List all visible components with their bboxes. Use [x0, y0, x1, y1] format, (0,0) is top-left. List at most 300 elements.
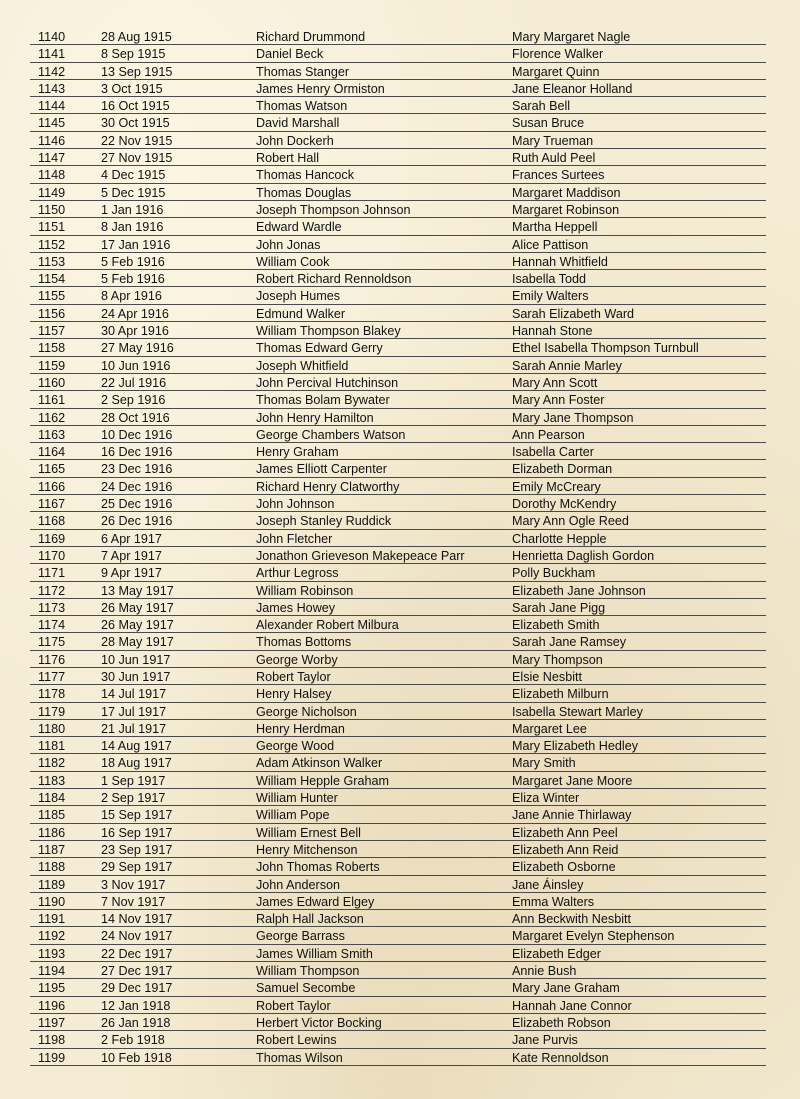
table-row: [30, 547, 766, 564]
bride-name: Elizabeth Ann Peel: [512, 825, 618, 840]
table-row: [30, 287, 766, 304]
entry-number: 1191: [38, 912, 66, 927]
table-row: [30, 114, 766, 131]
groom-name: Henry Graham: [256, 445, 339, 460]
bride-name: Mary Ann Foster: [512, 393, 605, 408]
groom-name: David Marshall: [256, 116, 340, 131]
marriage-date: 23 Sep 1917: [101, 842, 173, 857]
entry-number: 1175: [38, 635, 66, 650]
bride-name: Annie Bush: [512, 964, 577, 979]
table-row: [30, 910, 766, 927]
marriage-date: 16 Oct 1915: [101, 99, 170, 114]
marriage-date: 16 Dec 1916: [101, 445, 173, 460]
table-row: [30, 374, 766, 391]
bride-name: Jane Annie Thirlaway: [512, 808, 632, 823]
marriage-date: 6 Apr 1917: [101, 531, 162, 546]
marriage-date: 13 Sep 1915: [101, 64, 173, 79]
marriage-date: 5 Feb 1916: [101, 272, 165, 287]
groom-name: Thomas Edward Gerry: [256, 341, 383, 356]
table-row: [30, 530, 766, 547]
marriage-date: 5 Feb 1916: [101, 254, 165, 269]
bride-name: Elizabeth Osborne: [512, 860, 616, 875]
entry-number: 1168: [38, 514, 66, 529]
table-row: [30, 443, 766, 460]
bride-name: Margaret Robinson: [512, 202, 620, 217]
marriage-date: 13 May 1917: [101, 583, 174, 598]
table-row: [30, 270, 766, 287]
bride-name: Martha Heppell: [512, 220, 598, 235]
bride-name: Jane Eleanor Holland: [512, 81, 633, 96]
marriage-date: 2 Sep 1917: [101, 791, 166, 806]
table-row: [30, 806, 766, 823]
table-row: [30, 495, 766, 512]
marriage-date: 7 Nov 1917: [101, 894, 166, 909]
marriage-date: 1 Sep 1917: [101, 773, 166, 788]
entry-number: 1151: [38, 220, 66, 235]
entry-number: 1174: [38, 618, 66, 633]
entry-number: 1180: [38, 721, 66, 736]
entry-number: 1188: [38, 860, 66, 875]
table-row: [30, 132, 766, 149]
bride-name: Kate Rennoldson: [512, 1050, 609, 1065]
marriage-date: 29 Dec 1917: [101, 981, 173, 996]
marriage-date: 9 Apr 1917: [101, 566, 162, 581]
entry-number: 1155: [38, 289, 66, 304]
groom-name: James Elliott Carpenter: [256, 462, 387, 477]
table-row: [30, 927, 766, 944]
bride-name: Mary Thompson: [512, 652, 603, 667]
groom-name: James Henry Ormiston: [256, 81, 385, 96]
table-row: [30, 633, 766, 650]
marriage-date: 10 Feb 1918: [101, 1050, 172, 1065]
marriage-date: 2 Feb 1918: [101, 1033, 165, 1048]
entry-number: 1160: [38, 375, 66, 390]
table-row: [30, 876, 766, 893]
groom-name: Thomas Bolam Bywater: [256, 393, 390, 408]
groom-name: James Edward Elgey: [256, 894, 375, 909]
entry-number: 1165: [38, 462, 66, 477]
groom-name: Robert Lewins: [256, 1033, 337, 1048]
table-row: [30, 858, 766, 875]
bride-name: Ethel Isabella Thompson Turnbull: [512, 341, 699, 356]
groom-name: Herbert Victor Bocking: [256, 1015, 382, 1030]
entry-number: 1177: [38, 669, 66, 684]
groom-name: Adam Atkinson Walker: [256, 756, 383, 771]
table-row: [30, 754, 766, 771]
entry-number: 1161: [38, 393, 66, 408]
marriage-date: 17 Jan 1916: [101, 237, 171, 252]
groom-name: Robert Richard Rennoldson: [256, 272, 412, 287]
groom-name: William Pope: [256, 808, 330, 823]
entry-number: 1197: [38, 1015, 66, 1030]
bride-name: Emily McCreary: [512, 479, 601, 494]
marriage-date: 28 Aug 1915: [101, 30, 172, 44]
entry-number: 1146: [38, 133, 66, 148]
groom-name: Richard Drummond: [256, 30, 366, 44]
groom-name: Henry Herdman: [256, 721, 345, 736]
groom-name: Henry Mitchenson: [256, 842, 358, 857]
bride-name: Ann Beckwith Nesbitt: [512, 912, 631, 927]
table-row: [30, 409, 766, 426]
entry-number: 1185: [38, 808, 66, 823]
entry-number: 1157: [38, 324, 66, 339]
groom-name: Robert Hall: [256, 151, 319, 166]
bride-name: Elizabeth Jane Johnson: [512, 583, 646, 598]
entry-number: 1154: [38, 272, 66, 287]
bride-name: Polly Buckham: [512, 566, 596, 581]
groom-name: Joseph Humes: [256, 289, 340, 304]
marriage-date: 22 Dec 1917: [101, 946, 173, 961]
bride-name: Emily Walters: [512, 289, 589, 304]
groom-name: William Ernest Bell: [256, 825, 361, 840]
groom-name: Samuel Secombe: [256, 981, 356, 996]
table-row: [30, 201, 766, 218]
bride-name: Florence Walker: [512, 47, 604, 62]
marriage-date: 22 Jul 1916: [101, 375, 167, 390]
marriage-date: 23 Dec 1916: [101, 462, 173, 477]
bride-name: Elizabeth Dorman: [512, 462, 613, 477]
groom-name: George Barrass: [256, 929, 345, 944]
table-row: [30, 1049, 766, 1066]
groom-name: Joseph Thompson Johnson: [256, 202, 411, 217]
bride-name: Isabella Todd: [512, 272, 586, 287]
table-row: [30, 720, 766, 737]
entry-number: 1182: [38, 756, 66, 771]
entry-number: 1194: [38, 964, 66, 979]
marriage-date: 30 Jun 1917: [101, 669, 171, 684]
entry-number: 1199: [38, 1050, 66, 1065]
table-row: [30, 685, 766, 702]
bride-name: Hannah Jane Connor: [512, 998, 632, 1013]
groom-name: John Henry Hamilton: [256, 410, 374, 425]
marriage-date: 14 Aug 1917: [101, 739, 172, 754]
entry-number: 1171: [38, 566, 66, 581]
groom-name: George Wood: [256, 739, 335, 754]
table-row: [30, 391, 766, 408]
table-row: [30, 824, 766, 841]
bride-name: Sarah Elizabeth Ward: [512, 306, 635, 321]
marriage-date: 28 Oct 1916: [101, 410, 170, 425]
bride-name: Mary Elizabeth Hedley: [512, 739, 638, 754]
bride-name: Elsie Nesbitt: [512, 669, 582, 684]
marriage-date: 8 Apr 1916: [101, 289, 162, 304]
bride-name: Margaret Maddison: [512, 185, 621, 200]
groom-name: William Robinson: [256, 583, 354, 598]
entry-number: 1153: [38, 254, 66, 269]
table-row: [30, 651, 766, 668]
groom-name: William Hunter: [256, 791, 338, 806]
groom-name: John Thomas Roberts: [256, 860, 380, 875]
marriage-date: 1 Jan 1916: [101, 202, 164, 217]
entry-number: 1186: [38, 825, 66, 840]
groom-name: Daniel Beck: [256, 47, 324, 62]
table-row: [30, 149, 766, 166]
table-row: [30, 979, 766, 996]
entry-number: 1163: [38, 427, 66, 442]
bride-name: Susan Bruce: [512, 116, 585, 131]
marriage-date: 12 Jan 1918: [101, 998, 171, 1013]
entry-number: 1198: [38, 1033, 66, 1048]
table-row: [30, 322, 766, 339]
table-row: [30, 668, 766, 685]
groom-name: William Cook: [256, 254, 330, 269]
groom-name: Joseph Whitfield: [256, 358, 349, 373]
marriage-date: 5 Dec 1915: [101, 185, 166, 200]
table-row: [30, 789, 766, 806]
entry-number: 1170: [38, 548, 66, 563]
bride-name: Mary Smith: [512, 756, 576, 771]
table-row: [30, 184, 766, 201]
marriage-date: 15 Sep 1917: [101, 808, 173, 823]
bride-name: Elizabeth Ann Reid: [512, 842, 619, 857]
table-row: [30, 460, 766, 477]
bride-name: Margaret Lee: [512, 721, 587, 736]
bride-name: Sarah Annie Marley: [512, 358, 622, 373]
groom-name: Alexander Robert Milbura: [256, 618, 399, 633]
entry-number: 1195: [38, 981, 66, 996]
groom-name: Thomas Hancock: [256, 168, 354, 183]
entry-number: 1162: [38, 410, 66, 425]
marriage-date: 21 Jul 1917: [101, 721, 167, 736]
entry-number: 1169: [38, 531, 66, 546]
table-row: [30, 253, 766, 270]
table-row: [30, 80, 766, 97]
table-row: [30, 28, 766, 45]
groom-name: Ralph Hall Jackson: [256, 912, 364, 927]
entry-number: 1150: [38, 202, 66, 217]
entry-number: 1144: [38, 99, 66, 114]
bride-name: Elizabeth Smith: [512, 618, 600, 633]
marriage-date: 30 Oct 1915: [101, 116, 170, 131]
groom-name: Thomas Wilson: [256, 1050, 343, 1065]
entry-number: 1145: [38, 116, 66, 131]
entry-number: 1196: [38, 998, 66, 1013]
groom-name: Edmund Walker: [256, 306, 346, 321]
table-row: [30, 236, 766, 253]
table-row: [30, 945, 766, 962]
groom-name: William Thompson: [256, 964, 360, 979]
table-row: [30, 357, 766, 374]
groom-name: Richard Henry Clatworthy: [256, 479, 400, 494]
table-row: [30, 218, 766, 235]
groom-name: Jonathon Grieveson Makepeace Parr: [256, 548, 465, 563]
marriage-date: 8 Jan 1916: [101, 220, 164, 235]
groom-name: Thomas Bottoms: [256, 635, 352, 650]
bride-name: Frances Surtees: [512, 168, 605, 183]
bride-name: Elizabeth Milburn: [512, 687, 609, 702]
table-row: [30, 97, 766, 114]
groom-name: Thomas Douglas: [256, 185, 352, 200]
marriage-date: 24 Dec 1916: [101, 479, 173, 494]
table-row: [30, 582, 766, 599]
marriage-date: 18 Aug 1917: [101, 756, 172, 771]
bride-name: Mary Trueman: [512, 133, 594, 148]
marriage-date: 10 Dec 1916: [101, 427, 173, 442]
entry-number: 1148: [38, 168, 66, 183]
entry-number: 1183: [38, 773, 66, 788]
bride-name: Margaret Quinn: [512, 64, 600, 79]
marriage-date: 27 May 1916: [101, 341, 174, 356]
groom-name: Robert Taylor: [256, 998, 331, 1013]
groom-name: John Anderson: [256, 877, 341, 892]
entry-number: 1149: [38, 185, 66, 200]
marriage-date: 26 Dec 1916: [101, 514, 173, 529]
groom-name: Thomas Watson: [256, 99, 348, 114]
marriage-date: 16 Sep 1917: [101, 825, 173, 840]
bride-name: Ruth Auld Peel: [512, 151, 596, 166]
groom-name: Robert Taylor: [256, 669, 331, 684]
groom-name: Edward Wardle: [256, 220, 342, 235]
entry-number: 1158: [38, 341, 66, 356]
bride-name: Mary Jane Thompson: [512, 410, 634, 425]
bride-name: Sarah Jane Ramsey: [512, 635, 627, 650]
marriage-date: 4 Dec 1915: [101, 168, 166, 183]
entry-number: 1184: [38, 791, 66, 806]
entry-number: 1142: [38, 64, 66, 79]
marriage-date: 2 Sep 1916: [101, 393, 166, 408]
marriage-date: 10 Jun 1916: [101, 358, 171, 373]
entry-number: 1143: [38, 81, 66, 96]
bride-name: Jane Áinsley: [512, 877, 584, 892]
entry-number: 1192: [38, 929, 66, 944]
marriage-date: 14 Nov 1917: [101, 912, 173, 927]
table-row: [30, 564, 766, 581]
bride-name: Dorothy McKendry: [512, 497, 617, 512]
entry-number: 1147: [38, 151, 66, 166]
entry-number: 1140: [38, 30, 66, 44]
table-row: [30, 962, 766, 979]
marriage-date: 14 Jul 1917: [101, 687, 167, 702]
entry-number: 1164: [38, 445, 66, 460]
table-row: [30, 1031, 766, 1048]
table-row: [30, 339, 766, 356]
bride-name: Sarah Jane Pigg: [512, 600, 606, 615]
marriage-date: 30 Apr 1916: [101, 324, 169, 339]
marriage-date: 26 Jan 1918: [101, 1015, 171, 1030]
bride-name: Elizabeth Robson: [512, 1015, 611, 1030]
entry-number: 1159: [38, 358, 66, 373]
groom-name: John Dockerh: [256, 133, 334, 148]
bride-name: Ann Pearson: [512, 427, 585, 442]
groom-name: Joseph Stanley Ruddick: [256, 514, 392, 529]
bride-name: Mary Ann Scott: [512, 375, 598, 390]
marriage-date: 17 Jul 1917: [101, 704, 167, 719]
bride-name: Isabella Carter: [512, 445, 594, 460]
groom-name: Arthur Legross: [256, 566, 339, 581]
groom-name: William Thompson Blakey: [256, 324, 401, 339]
groom-name: James William Smith: [256, 946, 373, 961]
marriage-date: 3 Oct 1915: [101, 81, 163, 96]
entry-number: 1181: [38, 739, 66, 754]
marriage-date: 24 Nov 1917: [101, 929, 173, 944]
marriage-date: 25 Dec 1916: [101, 497, 173, 512]
marriage-date: 22 Nov 1915: [101, 133, 173, 148]
entry-number: 1172: [38, 583, 66, 598]
bride-name: Sarah Bell: [512, 99, 571, 114]
marriage-date: 27 Dec 1917: [101, 964, 173, 979]
marriage-date: 3 Nov 1917: [101, 877, 166, 892]
table-row: [30, 616, 766, 633]
table-row: [30, 599, 766, 616]
entry-number: 1190: [38, 894, 66, 909]
entry-number: 1187: [38, 842, 66, 857]
groom-name: John Percival Hutchinson: [256, 375, 399, 390]
entry-number: 1178: [38, 687, 66, 702]
groom-name: John Fletcher: [256, 531, 333, 546]
bride-name: Charlotte Hepple: [512, 531, 607, 546]
bride-name: Mary Margaret Nagle: [512, 30, 631, 44]
entry-number: 1166: [38, 479, 66, 494]
marriage-date: 27 Nov 1915: [101, 151, 173, 166]
bride-name: Isabella Stewart Marley: [512, 704, 643, 719]
marriage-date: 10 Jun 1917: [101, 652, 171, 667]
table-row: [30, 737, 766, 754]
groom-name: John Jonas: [256, 237, 321, 252]
marriage-date: 7 Apr 1917: [101, 548, 162, 563]
groom-name: Henry Halsey: [256, 687, 332, 702]
groom-name: George Chambers Watson: [256, 427, 406, 442]
bride-name: Eliza Winter: [512, 791, 580, 806]
table-row: [30, 1014, 766, 1031]
table-row: [30, 305, 766, 322]
entry-number: 1156: [38, 306, 66, 321]
bride-name: Margaret Jane Moore: [512, 773, 633, 788]
bride-name: Jane Purvis: [512, 1033, 578, 1048]
bride-name: Mary Jane Graham: [512, 981, 620, 996]
entry-number: 1173: [38, 600, 66, 615]
table-row: [30, 512, 766, 529]
marriage-date: 26 May 1917: [101, 618, 174, 633]
groom-name: William Hepple Graham: [256, 773, 389, 788]
table-row: [30, 893, 766, 910]
table-row: [30, 426, 766, 443]
table-row: [30, 703, 766, 720]
table-row: [30, 478, 766, 495]
entry-number: 1141: [38, 47, 66, 62]
table-row: [30, 997, 766, 1014]
entry-number: 1179: [38, 704, 66, 719]
entry-number: 1152: [38, 237, 66, 252]
bride-name: Emma Walters: [512, 894, 595, 909]
groom-name: George Worby: [256, 652, 338, 667]
bride-name: Mary Ann Ogle Reed: [512, 514, 629, 529]
entry-number: 1176: [38, 652, 66, 667]
marriage-register-table: [30, 28, 766, 1066]
bride-name: Margaret Evelyn Stephenson: [512, 929, 675, 944]
groom-name: John Johnson: [256, 497, 335, 512]
groom-name: Thomas Stanger: [256, 64, 350, 79]
bride-name: Hannah Stone: [512, 324, 593, 339]
bride-name: Hannah Whitfield: [512, 254, 608, 269]
marriage-date: 8 Sep 1915: [101, 47, 166, 62]
table-row: [30, 45, 766, 62]
marriage-date: 26 May 1917: [101, 600, 174, 615]
bride-name: Henrietta Daglish Gordon: [512, 548, 655, 563]
bride-name: Elizabeth Edger: [512, 946, 601, 961]
table-row: [30, 166, 766, 183]
marriage-date: 28 May 1917: [101, 635, 174, 650]
marriage-date: 24 Apr 1916: [101, 306, 169, 321]
groom-name: James Howey: [256, 600, 336, 615]
entry-number: 1167: [38, 497, 66, 512]
table-row: [30, 841, 766, 858]
entry-number: 1193: [38, 946, 66, 961]
table-row: [30, 63, 766, 80]
table-row: [30, 772, 766, 789]
marriage-date: 29 Sep 1917: [101, 860, 173, 875]
groom-name: George Nicholson: [256, 704, 357, 719]
bride-name: Alice Pattison: [512, 237, 589, 252]
